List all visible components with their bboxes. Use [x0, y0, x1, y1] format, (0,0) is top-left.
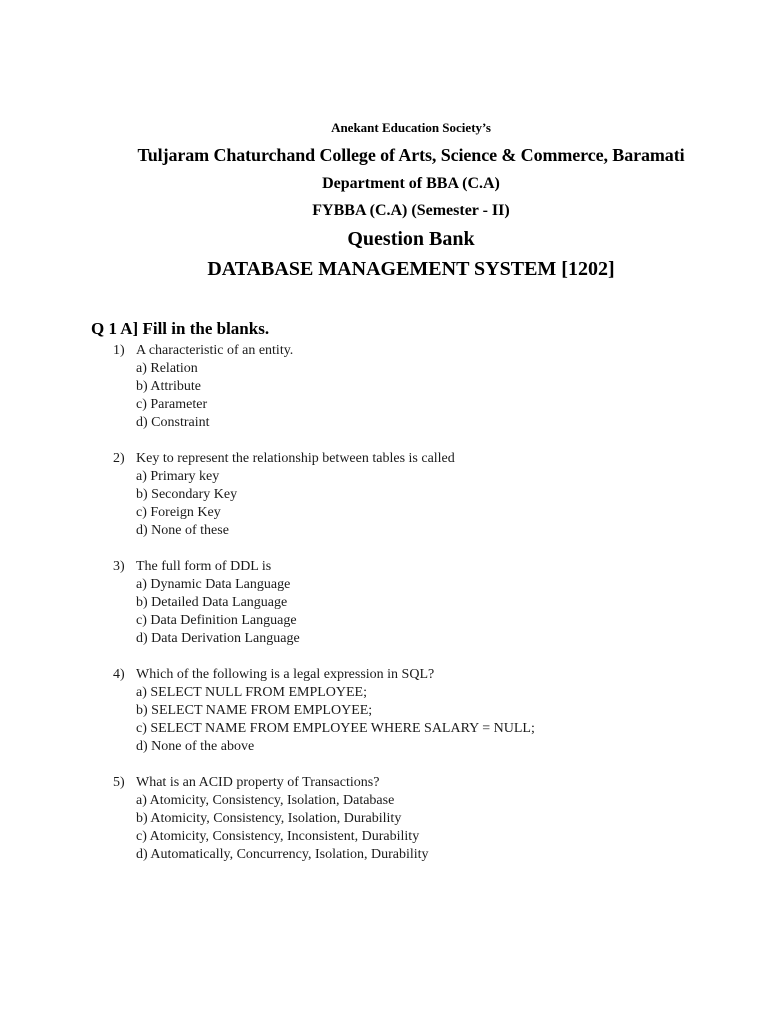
question-item — [113, 666, 733, 756]
option-item: a) Dynamic Data Language — [136, 577, 291, 592]
question-number: 4) — [113, 667, 125, 682]
question-line — [113, 450, 733, 468]
question-item — [113, 558, 733, 648]
question-text: A characteristic of an entity. — [136, 343, 294, 358]
question-line — [113, 774, 733, 792]
college-name: Tuljaram Chaturchand College of Arts, Science & Commerce, Baramati — [137, 145, 685, 165]
option-item: a) SELECT NULL FROM EMPLOYEE; — [136, 685, 367, 700]
option-item: a) Relation — [136, 361, 198, 376]
option-item: c) Foreign Key — [136, 505, 221, 520]
question-item — [113, 450, 733, 540]
document-header — [0, 119, 770, 282]
option-item: b) Secondary Key — [136, 487, 238, 502]
option-item: b) Attribute — [136, 379, 201, 394]
question-text: Key to represent the relationship between tables is called — [136, 451, 455, 466]
class-semester: FYBBA (C.A) (Semester - II) — [312, 202, 510, 219]
question-number: 3) — [113, 559, 125, 574]
option-item: a) Atomicity, Consistency, Isolation, Database — [136, 793, 395, 808]
question-number: 1) — [113, 343, 125, 358]
section-title: Q 1 A] Fill in the blanks. — [91, 319, 270, 338]
option-item: b) SELECT NAME FROM EMPLOYEE; — [136, 703, 373, 718]
option-list — [113, 792, 733, 864]
society-name: Anekant Education Society’s — [331, 120, 491, 135]
subject-title: DATABASE MANAGEMENT SYSTEM [1202] — [207, 258, 615, 280]
option-list — [113, 684, 733, 756]
question-text: Which of the following is a legal expression in SQL? — [136, 667, 435, 682]
option-item: c) Data Definition Language — [136, 613, 297, 628]
option-item: d) Automatically, Concurrency, Isolation, Durability — [136, 847, 429, 862]
question-line — [113, 558, 733, 576]
question-item — [113, 342, 733, 432]
option-item: a) Primary key — [136, 469, 220, 484]
question-text: The full form of DDL is — [136, 559, 272, 574]
question-text: What is an ACID property of Transactions? — [136, 775, 380, 790]
department-name: Department of BBA (C.A) — [322, 175, 500, 192]
option-list — [113, 468, 733, 540]
question-number: 2) — [113, 451, 125, 466]
option-item: b) Atomicity, Consistency, Isolation, Durability — [136, 811, 402, 826]
question-line — [113, 666, 733, 684]
option-item: c) Atomicity, Consistency, Inconsistent, Durability — [136, 829, 420, 844]
option-list — [113, 576, 733, 648]
question-line — [113, 342, 733, 360]
option-item: d) None of these — [136, 523, 229, 538]
question-bank-title: Question Bank — [347, 228, 475, 250]
option-item: d) None of the above — [136, 739, 255, 754]
option-item: d) Constraint — [136, 415, 210, 430]
question-number: 5) — [113, 775, 125, 790]
question-list — [113, 342, 733, 882]
option-item: b) Detailed Data Language — [136, 595, 288, 610]
option-item: c) Parameter — [136, 397, 208, 412]
question-item — [113, 774, 733, 864]
option-list — [113, 360, 733, 432]
option-item: c) SELECT NAME FROM EMPLOYEE WHERE SALARY = NULL; — [136, 721, 535, 736]
option-item: d) Data Derivation Language — [136, 631, 300, 646]
